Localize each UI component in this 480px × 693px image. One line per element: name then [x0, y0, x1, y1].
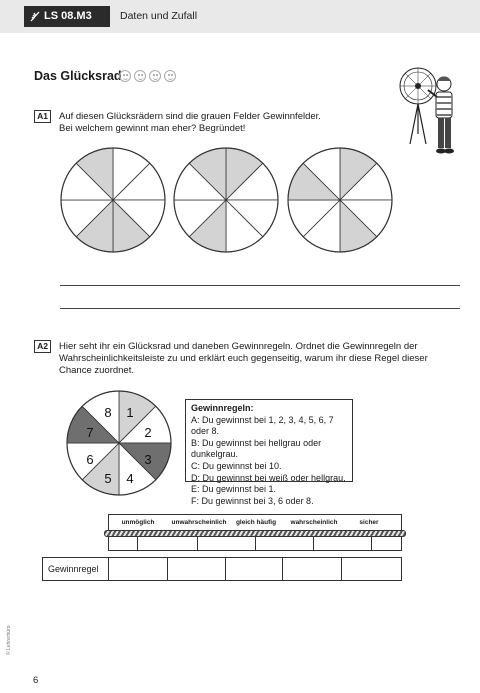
difficulty-rating [119, 70, 176, 82]
page-number: 6 [33, 675, 39, 686]
wheel-number: 4 [126, 471, 134, 486]
smiley-icon [119, 70, 131, 82]
scale-answer-cells[interactable] [108, 537, 402, 551]
answer-cell[interactable] [282, 558, 283, 580]
task-a2-line-3: Chance zuordnet. [59, 365, 134, 377]
rope-bar [104, 530, 406, 537]
task-a1-line-2: Bei welchem gewinnt man eher? Begründet! [59, 123, 246, 135]
rule-item: B: Du gewinnst bei hellgrau oder dunkelgrau. [191, 437, 322, 460]
rule-item: C: Du gewinnst bei 10. [191, 460, 282, 471]
page-header [0, 0, 480, 33]
scale-label: sicher [359, 519, 379, 526]
scale-label: unmöglich [121, 519, 155, 526]
wheel-number: 2 [144, 425, 152, 440]
answer-cell[interactable] [167, 558, 168, 580]
wheel-number: 5 [104, 471, 112, 486]
scale-label: gleich häufig [235, 519, 277, 526]
worksheet-code-tab [24, 6, 110, 27]
rules-box [185, 399, 353, 506]
task-label-a1: A1 [34, 110, 51, 123]
wheel-1 [58, 145, 168, 255]
rules-heading: Gewinnregeln: [191, 403, 254, 413]
feather-icon [30, 11, 40, 22]
wheel-number: 7 [86, 425, 94, 440]
task-a2-line-2: Wahrscheinlichkeitsleiste zu und erklärt euch gegenseitig, warum ihr diese Regel dieser [59, 353, 428, 365]
copyright: © Lehrerbüro [6, 625, 12, 655]
answer-cell[interactable] [341, 558, 342, 580]
numbered-wheel [63, 387, 175, 499]
smiley-icon [149, 70, 161, 82]
task-a1-line-1: Auf diesen Glücksrädern sind die grauen Felder Gewinnfelder. [59, 111, 321, 122]
wheel-number: 1 [126, 405, 134, 420]
page-title: Das Glücksrad [34, 69, 122, 83]
worksheet-code: LS 08.M3 [44, 10, 92, 22]
answer-cell[interactable] [225, 558, 226, 580]
wheel-number: 6 [86, 452, 94, 467]
rule-item: E: Du gewinnst bei 1. [191, 484, 277, 495]
task-label-a2: A2 [34, 340, 51, 353]
rule-item: D: Du gewinnst bei weiß oder hellgrau. [191, 472, 346, 483]
task-a1-text [59, 111, 321, 135]
wheel-number: 8 [104, 405, 112, 420]
wheel-number: 3 [144, 452, 152, 467]
task-a2-text [59, 341, 428, 378]
rule-item: F: Du gewinnst bei 3, 6 oder 8. [191, 495, 314, 506]
smiley-icon [164, 70, 176, 82]
scale-label: wahrscheinlich [290, 519, 338, 526]
answer-line-1[interactable] [60, 285, 460, 286]
wheel-2 [171, 145, 281, 255]
answer-line-2[interactable] [60, 308, 460, 309]
task-a2-line-1: Hier seht ihr ein Glücksrad und daneben Gewinnregeln. Ordnet die Gewinnregeln der [59, 341, 418, 352]
smiley-icon [134, 70, 146, 82]
rule-item: A: Du gewinnst bei 1, 2, 3, 4, 5, 6, 7 oder 8. [191, 414, 334, 437]
topic-title: Daten und Zufall [120, 10, 198, 22]
rule-table-label: Gewinnregel [48, 564, 99, 574]
rule-answer-table [42, 557, 402, 581]
boy-with-wheel-illustration [396, 64, 458, 164]
wheel-3 [285, 145, 395, 255]
scale-label: unwahrscheinlich [171, 519, 227, 526]
